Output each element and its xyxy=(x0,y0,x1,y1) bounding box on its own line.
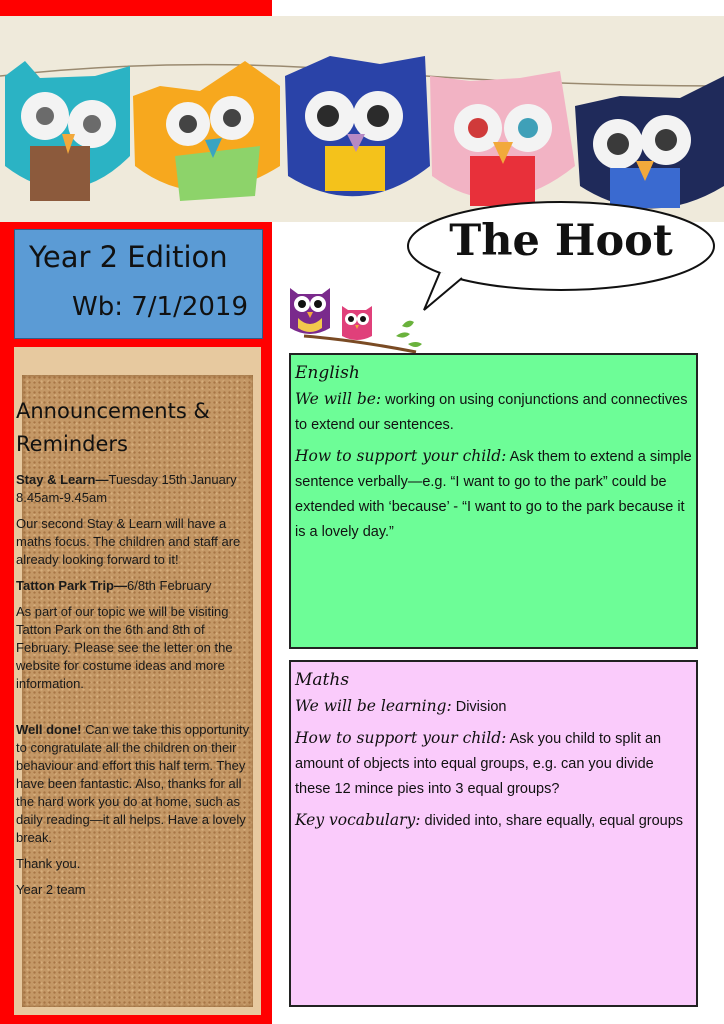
trip-body: As part of our topic we will be visiting Tatton Park on the 6th and 8th of February. Please see the letter on the website for costume ideas and more information. xyxy=(16,604,233,691)
english-we-will-be xyxy=(295,387,692,438)
owl-decoration-blue xyxy=(285,56,430,196)
owl-decoration-pink xyxy=(430,71,575,206)
edition-panel xyxy=(14,229,263,339)
stay-title: Stay & Learn— xyxy=(16,472,109,487)
well-done-item xyxy=(16,721,252,847)
signoff: Year 2 team xyxy=(16,882,86,897)
english-support-text: Ask them to extend a simple sentence verbally—e.g. “I want to go to the park” could be extended with ‘because’ - “I want to go to the park because it is a lovely day.” xyxy=(295,449,692,540)
maths-support-label: How to support your child: xyxy=(295,729,507,747)
maths-box xyxy=(289,660,698,1007)
well-done-body: Can we take this opportunity to congratulate all the children on their behaviour and effort this half term. They have been fantastic. Also, thanks for all the hard work you do at home, such as daily reading—it all helps. Have a lovely break. xyxy=(16,722,250,845)
owl-decoration-patterned xyxy=(575,76,724,209)
english-heading: English xyxy=(295,363,360,383)
maths-vocab-label: Key vocabulary: xyxy=(295,811,421,829)
english-box xyxy=(289,353,698,649)
edition-title: Year 2 Edition xyxy=(29,240,228,274)
newsletter-title: The Hoot xyxy=(449,216,673,266)
week-beginning: Wb: 7/1/2019 xyxy=(71,292,248,322)
owl-decoration-teal xyxy=(5,61,130,201)
maths-support-text: Ask you child to split an amount of objects into equal groups, e.g. can you divide these 12 mince pies into 3 equal groups? xyxy=(295,731,662,797)
trip-title: Tatton Park Trip— xyxy=(16,578,127,593)
announcements-heading: Announcements & Reminders xyxy=(16,399,210,456)
tatton-trip-item xyxy=(16,577,252,595)
well-done-title: Well done! xyxy=(16,722,82,737)
owls-on-branch-icon xyxy=(284,278,424,354)
maths-heading: Maths xyxy=(295,670,350,690)
announcements-section xyxy=(16,395,252,907)
english-support xyxy=(295,444,692,545)
maths-vocab-text: divided into, share equally, equal groups xyxy=(420,813,684,829)
maths-we-will-be xyxy=(295,694,692,720)
stay-and-learn-item xyxy=(16,471,252,507)
english-we-label: We will be: xyxy=(295,390,382,408)
stay-date: Tuesday 15th January 8.45am-9.45am xyxy=(16,472,237,505)
maths-vocabulary xyxy=(295,808,692,834)
trip-date: 6/8th February xyxy=(127,578,212,593)
owl-decoration-orange xyxy=(133,61,280,201)
thank-you: Thank you. xyxy=(16,856,81,871)
maths-support xyxy=(295,726,692,802)
english-we-text: working on using conjunctions and connectives to extend our sentences. xyxy=(295,392,688,433)
owl-bunting-photo xyxy=(0,16,724,222)
english-support-label: How to support your child: xyxy=(295,447,507,465)
maths-we-label: We will be learning: xyxy=(295,697,452,715)
top-red-bar xyxy=(0,0,272,16)
maths-we-text: Division xyxy=(451,699,507,715)
stay-body: Our second Stay & Learn will have a maths focus. The children and staff are already looking forward to it! xyxy=(16,516,241,567)
